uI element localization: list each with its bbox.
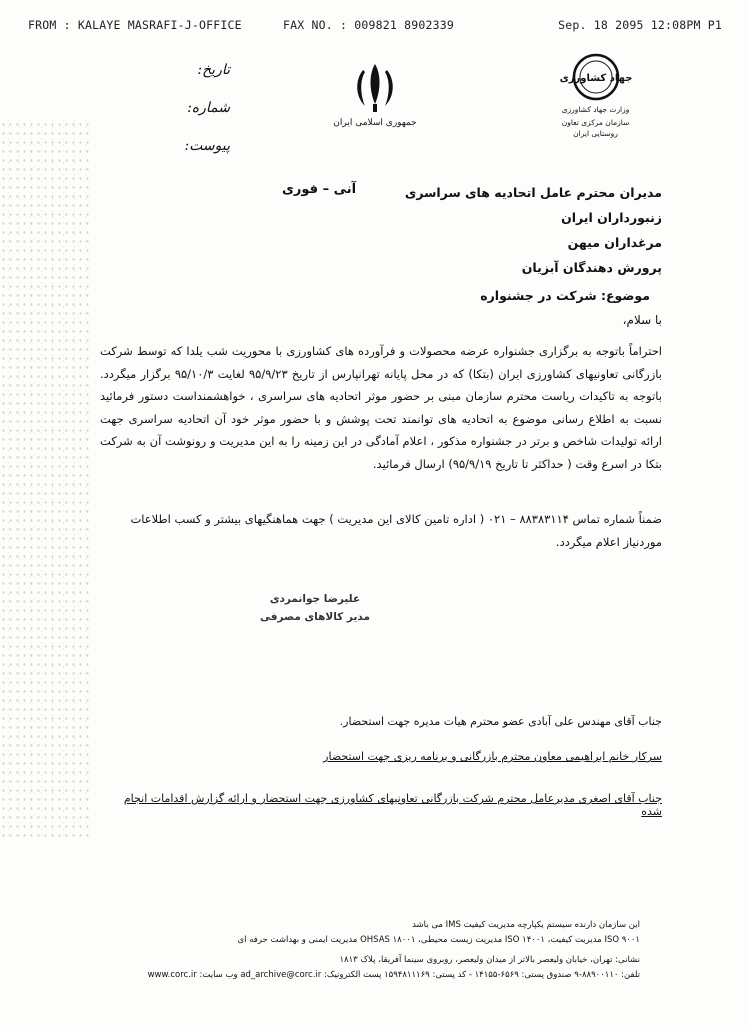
number-label: شماره: bbox=[187, 100, 230, 116]
attachment-label: پیوست: bbox=[184, 138, 230, 154]
signatory-title: مدیر کالاهای مصرفی bbox=[260, 611, 370, 623]
logo-wordmark: جهاد کشاورزی bbox=[559, 73, 632, 84]
recipient-line: زنبورداران ایران bbox=[561, 210, 662, 225]
emblem-caption: جمهوری اسلامی ایران bbox=[333, 118, 417, 128]
fax-noise bbox=[0, 120, 90, 840]
fax-header bbox=[28, 18, 722, 36]
recipient-line: مدیران محترم عامل اتحادیه های سراسری bbox=[404, 185, 662, 200]
iran-emblem-icon bbox=[351, 60, 399, 114]
letter-body bbox=[100, 340, 662, 475]
greeting: با سلام، bbox=[622, 313, 662, 327]
logo-caption-1: وزارت جهاد کشاورزی bbox=[561, 105, 630, 114]
cc-line: جناب آقای مهندس علی آبادی عضو محترم هیات مدیره جهت استحضار. bbox=[339, 715, 662, 728]
footer-ims: این سازمان دارنده سیستم یکپارچه مدیریت کیفیت IMS می باشد bbox=[412, 920, 640, 930]
footer-iso: ISO ۹۰۰۱ مدیریت کیفیت، ISO ۱۴۰۰۱ مدیریت زیست محیطی، OHSAS ۱۸۰۰۱ مدیریت ایمنی و بهداشت حرفه ای bbox=[237, 935, 640, 945]
footer-address: نشانی: تهران، خیابان ولیعصر بالاتر از میدان ولیعصر، روبروی سینما آفریقا، پلاک ۱۸۱۳ bbox=[339, 955, 640, 965]
fax-number: FAX NO. : 009821 8902339 bbox=[283, 18, 454, 32]
body-paragraph: احتراماً باتوجه به برگزاری جشنواره عرضه محصولات و فرآورده های کشاورزی با محوریت شب یلدا که توسط شرکت بازرگانی تعاونیهای کشاورزی ایران (بتکا) که در محل پایانه تهرانپارس از تاریخ ۹۵/۹/۲۳ لغایت ۹۵/۱۰/۳ برگزار میگردد. باتوجه به تاکیدات ریاست محترم سازمان مبنی بر حضور موثر اتحادیه های سراسری ، خواهشمنداست دستور فرمائید نسبت به اطلاع رسانی موضوع به اتحادیه های توانمند تحت پوشش و با حضور موثر خود آن اتحادیه سراسری جهت ارائه تولیدات شاخص و برتر در جشنواره مذکور ، اعلام آمادگی در این زمینه را به این مدیریت و رونوشت آن به شرکت بتکا در اسرع وقت ( حداکثر تا تاریخ ۹۵/۹/۱۹) ارسال فرمائید. bbox=[100, 344, 662, 471]
jahad-logo-icon bbox=[559, 52, 632, 102]
fax-from: FROM : KALAYE MASRAFI-J-OFFICE bbox=[28, 18, 242, 32]
date-label: تاریخ: bbox=[197, 62, 230, 78]
signature bbox=[255, 590, 375, 626]
urgent-label: آنی – فوری bbox=[282, 182, 357, 197]
recipient-line: مرغداران میهن bbox=[567, 235, 662, 250]
cc-line: جناب آقای اصغری مدیرعامل محترم شرکت بازرگانی تعاونیهای کشاورزی جهت استحضار و ارائه گزارش اقدامات انجام شده bbox=[123, 792, 662, 818]
letter-note: ضمناً شماره تماس ۸۸۳۸۳۱۱۴ – ۰۲۱ ( اداره تامین کالای این مدیریت ) جهت هماهنگیهای بیشتر و کسب اطلاعات موردنیاز اعلام میگردد. bbox=[130, 512, 662, 549]
footer-contact: تلفن: ۸۸۹۰۰۱۱۰-۹ صندوق پستی: ۶۵۶۹-۱۴۱۵۵ - کد پستی: ۱۵۹۴۸۱۱۱۶۹ پست الکترونیک: ad_archive@corc.ir وب سایت: www.corc.ir bbox=[147, 970, 640, 980]
letter-meta bbox=[140, 62, 230, 176]
recipient-line: پرورش دهندگان آبزیان bbox=[521, 260, 662, 275]
jahad-logo bbox=[548, 52, 643, 139]
fax-date-page: Sep. 18 2095 12:08PM P1 bbox=[558, 18, 722, 32]
subject: موضوع: شرکت در جشنواره bbox=[480, 288, 650, 303]
iran-emblem bbox=[330, 60, 420, 128]
signatory-name: علیرضا جوانمردی bbox=[269, 593, 361, 605]
cc-line: سرکار خانم ابراهیمی معاون محترم بازرگانی و برنامه ریزی جهت استحضار bbox=[323, 750, 662, 763]
logo-caption-2: سازمان مرکزی تعاون روستایی ایران bbox=[561, 118, 630, 138]
